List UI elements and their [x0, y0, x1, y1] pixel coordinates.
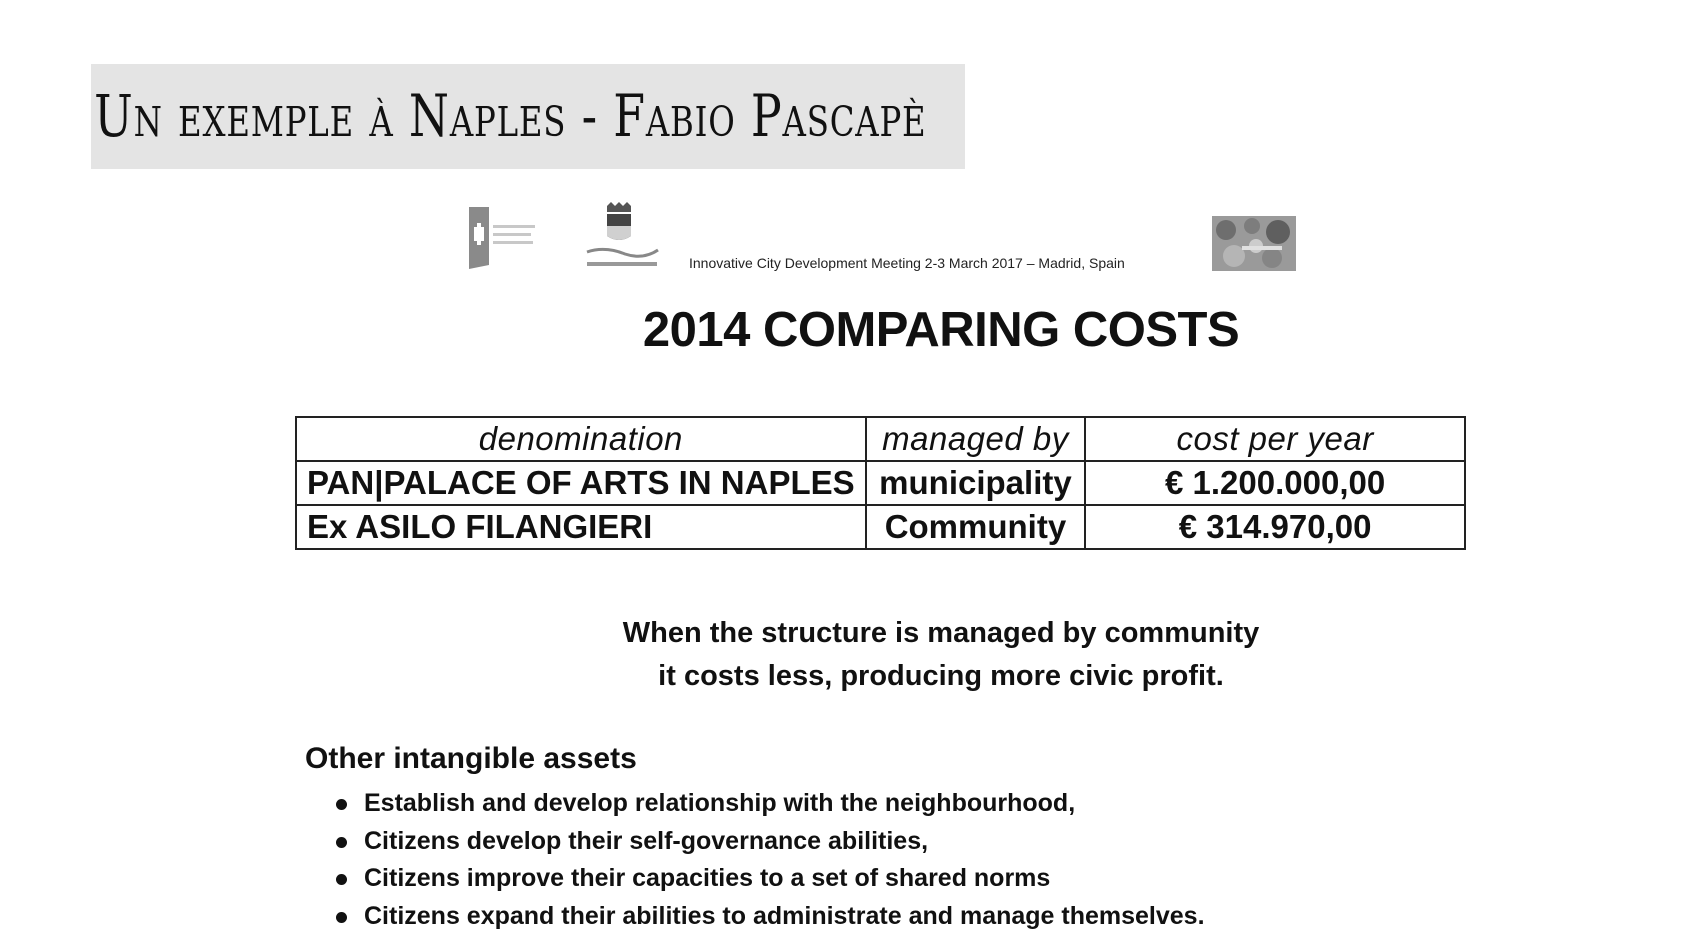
- document-heading: 2014 COMPARING COSTS: [642, 303, 1240, 357]
- bullet-icon: [336, 874, 347, 885]
- cell-denomination: Ex ASILO FILANGIERI: [296, 505, 866, 549]
- list-item: [336, 823, 1205, 861]
- list-item-text: Citizens improve their capacities to a set of shared norms: [364, 864, 1051, 892]
- list-item-text: Citizens develop their self-governance abilities,: [364, 826, 929, 855]
- cell-managed-by: Community: [866, 505, 1086, 549]
- cell-cost: € 314.970,00: [1085, 505, 1465, 549]
- column-header-cost: cost per year: [1085, 417, 1465, 461]
- table-header-row: [296, 417, 1465, 461]
- list-item-text: Establish and develop relationship with the neighbourhood,: [364, 789, 1076, 817]
- assets-title: Other intangible assets: [305, 742, 637, 775]
- cell-denomination: PAN|PALACE OF ARTS IN NAPLES: [296, 461, 866, 505]
- column-header-denomination: denomination: [296, 417, 866, 461]
- table-row: [296, 505, 1465, 549]
- cell-cost: € 1.200.000,00: [1085, 461, 1465, 505]
- bullet-icon: [336, 837, 347, 848]
- conclusion-text: [0, 612, 1702, 698]
- bullet-icon: [336, 799, 347, 810]
- column-header-managed-by: managed by: [866, 417, 1086, 461]
- cost-comparison-table: [295, 416, 1466, 550]
- list-item: [336, 898, 1205, 936]
- conclusion-line-1: When the structure is managed by community: [622, 617, 1260, 649]
- slide-title: Un exemple à Naples - Fabio Pascapè: [94, 82, 927, 150]
- assets-list: [336, 785, 1205, 935]
- european-cultural-foundation-logo: [469, 205, 539, 269]
- list-item-text: Citizens expand their abilities to administrate and manage themselves.: [364, 901, 1205, 930]
- conclusion-line-2: it costs less, producing more civic profit.: [658, 660, 1224, 692]
- list-item: [336, 860, 1205, 898]
- comune-di-napoli-logo: [585, 202, 660, 274]
- bullet-icon: [336, 912, 347, 923]
- bene-comune-logo: [1212, 216, 1296, 271]
- table-row: [296, 461, 1465, 505]
- list-item: [336, 785, 1205, 823]
- meeting-caption: Innovative City Development Meeting 2-3 March 2017 – Madrid, Spain: [689, 255, 1125, 271]
- cell-managed-by: municipality: [866, 461, 1086, 505]
